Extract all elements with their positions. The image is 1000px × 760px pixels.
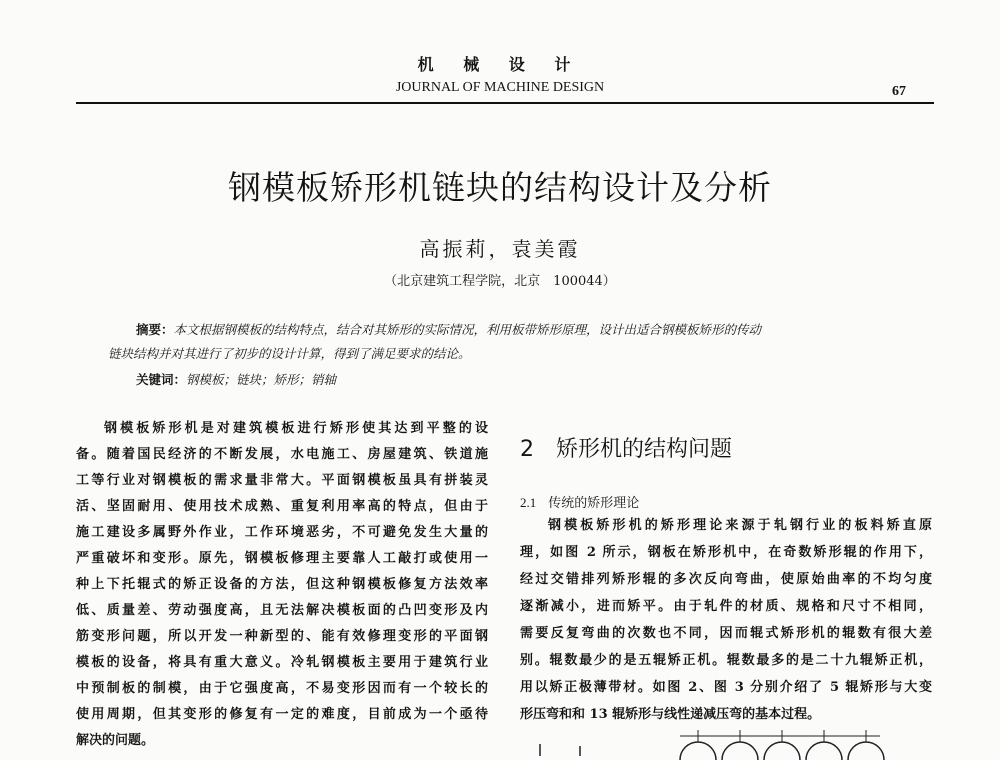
abstract-label: 摘要： (136, 322, 174, 337)
left-body-line: 使用周期，但其变形的修复有一定的难度，目前成为一个亟待 (76, 707, 488, 722)
left-body-line: 解决的问题。 (76, 733, 155, 748)
journal-title-en: JOURNAL OF MACHINE DESIGN (395, 80, 605, 95)
roller-diagram-fragment (520, 728, 940, 760)
keywords-text: 钢模板；链块；矫形；销轴 (186, 372, 337, 387)
subsection-heading (520, 492, 639, 511)
right-body-line: 钢模板矫形机的矫形理论来源于轧钢行业的板料矫直原 (548, 518, 932, 533)
article-affiliation: （北京建筑工程学院，北京 100044） (384, 274, 616, 289)
right-column-body (520, 512, 932, 728)
keywords-label: 关键词： (136, 372, 187, 387)
right-body-line: 别。辊数最少的是五辊矫正机。辊数最多的是二十九辊矫正机， (520, 653, 932, 668)
left-body-line: 模板的设备，将具有重大意义。冷轧钢模板主要用于建筑行业 (76, 655, 488, 670)
right-body-line: 逐渐减小，进而矫平。由于轧件的材质、规格和尺寸不相同， (520, 599, 932, 614)
article-title: 钢模板矫形机链块的结构设计及分析 (228, 168, 772, 207)
left-body-line: 严重破坏和变形。原先，钢模板修理主要靠人工敲打或使用一 (76, 551, 488, 566)
subsection-number: 2.1 (520, 495, 537, 510)
journal-title-cn: 机 械 设 计 (417, 55, 583, 74)
left-body-line: 筋变形问题，所以开发一种新型的、能有效修理变形的平面钢 (76, 629, 488, 644)
section-heading (520, 432, 732, 463)
header-rule (76, 102, 934, 104)
left-column-body (76, 416, 488, 754)
left-body-line: 钢模板矫形机是对建筑模板进行矫形使其达到平整的设 (104, 421, 488, 436)
abstract (108, 318, 908, 366)
right-body-line: 需要反复弯曲的次数也不同，因而辊式矫形机的辊数有很大差 (520, 626, 932, 641)
left-body-line: 工等行业对钢模板的需求量非常大。平面钢模板虽具有拼装灵 (76, 473, 488, 488)
right-body-line: 理，如图 2 所示，钢板在矫形机中，在奇数矫形辊的作用下， (520, 545, 932, 560)
right-body-line: 经过交错排列矫形辊的多次反向弯曲，使原始曲率的不均匀度 (520, 572, 932, 587)
subsection-title: 传统的矫形理论 (548, 496, 640, 511)
left-body-line: 中预制板的制模，由于它强度高，不易变形因而有一个较长的 (76, 681, 488, 696)
abstract-text-1: 本文根据钢模板的结构特点，结合对其矫形的实际情况，利用板带矫形原理，设计出适合钢模板矫形的传动 (173, 322, 762, 337)
section-number: 2 (520, 437, 534, 462)
section-title: 矫形机的结构问题 (556, 437, 733, 462)
left-body-line: 种上下托辊式的矫正设备的方法，但这种钢模板修复方法效率 (76, 577, 488, 592)
right-body-line: 用以矫正极薄带材。如图 2、图 3 分别介绍了 5 辊矫形与大变 (520, 680, 932, 695)
left-body-line: 施工建设多属野外作业，工作环境恶劣，不可避免发生大量的 (76, 525, 488, 540)
right-body-line: 形压弯和和 13 辊矫形与线性递减压弯的基本过程。 (520, 707, 821, 722)
abstract-line-1 (108, 318, 908, 342)
article-authors: 高振莉，袁美霞 (419, 237, 581, 261)
keywords (136, 368, 836, 392)
abstract-text-2: 链块结构并对其进行了初步的设计计算，得到了满足要求的结论。 (108, 346, 471, 361)
page-number: 67 (892, 84, 906, 99)
left-body-line: 活、坚固耐用、使用技术成熟、重复利用率高的特点，但由于 (76, 499, 488, 514)
left-body-line: 低、质量差、劳动强度高，且无法解决模板面的凸凹变形及内 (76, 603, 488, 618)
left-body-line: 备。随着国民经济的不断发展，水电施工、房屋建筑、铁道施 (76, 447, 488, 462)
